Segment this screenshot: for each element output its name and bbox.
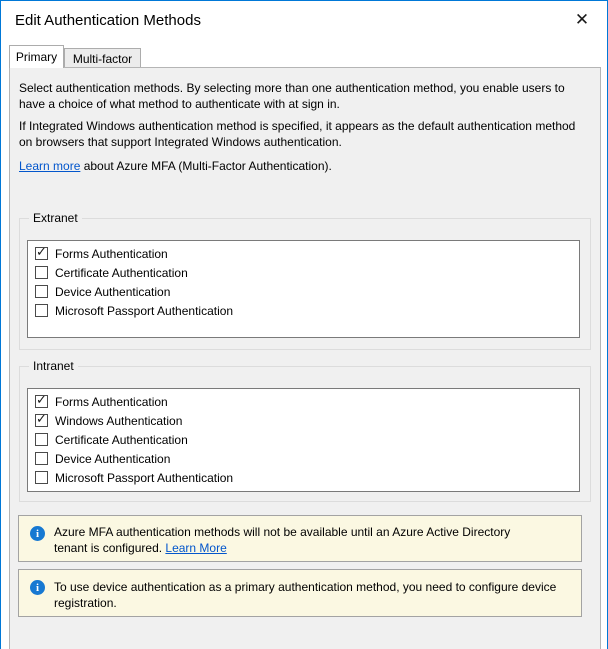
extranet-group-label: Extranet — [29, 211, 82, 225]
intranet-certificate-authentication-checkbox[interactable] — [35, 433, 48, 446]
tab-multi-factor-label: Multi-factor — [72, 51, 133, 66]
checkbox-label: Device Authentication — [55, 284, 171, 299]
checkbox-label: Device Authentication — [55, 451, 171, 466]
extranet-group — [19, 211, 591, 350]
notice-text-body: Azure MFA authentication methods will not be available until an Azure Active Directory tenant is configured. — [54, 525, 511, 555]
intranet-group-label: Intranet — [29, 359, 78, 373]
intranet-windows-authentication-row[interactable] — [28, 411, 579, 430]
intro-paragraph-2: If Integrated Windows authentication method is specified, it appears as the default authentication method on browsers that support Integrated Windows authentication. — [19, 119, 576, 149]
intranet-microsoft-passport-authentication-row[interactable] — [28, 468, 579, 487]
primary-tab-page — [9, 67, 601, 649]
device-registration-notice-text — [54, 579, 574, 616]
intranet-device-authentication-checkbox[interactable] — [35, 452, 48, 465]
checkbox-label: Microsoft Passport Authentication — [55, 303, 234, 318]
checkbox-label: Forms Authentication — [55, 246, 168, 261]
info-icon: i — [30, 526, 45, 541]
notice-learn-more-link[interactable]: Learn More — [165, 541, 227, 555]
intranet-forms-authentication-checkbox[interactable] — [35, 395, 48, 408]
close-icon[interactable]: ✕ — [574, 10, 590, 30]
device-registration-notice — [18, 569, 582, 617]
azure-mfa-notice — [18, 515, 582, 562]
extranet-device-authentication-row[interactable] — [28, 282, 579, 301]
extranet-certificate-authentication-checkbox[interactable] — [35, 266, 48, 279]
intranet-certificate-authentication-row[interactable] — [28, 430, 579, 449]
intranet-forms-authentication-row[interactable] — [28, 392, 579, 411]
intro-paragraph-3 — [19, 158, 584, 174]
learn-more-rest: about Azure MFA (Multi-Factor Authentication). — [80, 159, 332, 173]
dialog-title: Edit Authentication Methods — [15, 12, 201, 29]
tab-primary[interactable] — [9, 45, 64, 68]
extranet-microsoft-passport-authentication-checkbox[interactable] — [35, 304, 48, 317]
extranet-certificate-authentication-row[interactable] — [28, 263, 579, 282]
extranet-microsoft-passport-authentication-row[interactable] — [28, 301, 579, 320]
extranet-forms-authentication-checkbox[interactable] — [35, 247, 48, 260]
intranet-group — [19, 359, 591, 502]
checkbox-label: Certificate Authentication — [55, 265, 188, 280]
azure-mfa-notice-text — [54, 524, 524, 561]
checkbox-label: Certificate Authentication — [55, 432, 188, 447]
intranet-device-authentication-row[interactable] — [28, 449, 579, 468]
intranet-method-list — [27, 388, 580, 492]
tab-primary-label: Primary — [15, 50, 58, 64]
extranet-device-authentication-checkbox[interactable] — [35, 285, 48, 298]
extranet-forms-authentication-row[interactable] — [28, 244, 579, 263]
info-icon: i — [30, 580, 45, 595]
intranet-windows-authentication-checkbox[interactable] — [35, 414, 48, 427]
learn-more-link[interactable]: Learn more — [19, 159, 81, 173]
extranet-method-list — [27, 240, 580, 338]
titlebar — [1, 1, 607, 41]
checkbox-label: Forms Authentication — [55, 394, 168, 409]
checkbox-label: Windows Authentication — [55, 413, 183, 428]
intro-paragraph-1: Select authentication methods. By selecting more than one authentication method, you enable users to have a choice of what method to authenticate with at sign in. — [19, 81, 565, 111]
intranet-microsoft-passport-authentication-checkbox[interactable] — [35, 471, 48, 484]
tab-multi-factor[interactable] — [64, 48, 141, 68]
notice-text-body: To use device authentication as a primary authentication method, you need to configure device registration. — [54, 580, 557, 610]
checkbox-label: Microsoft Passport Authentication — [55, 470, 234, 485]
